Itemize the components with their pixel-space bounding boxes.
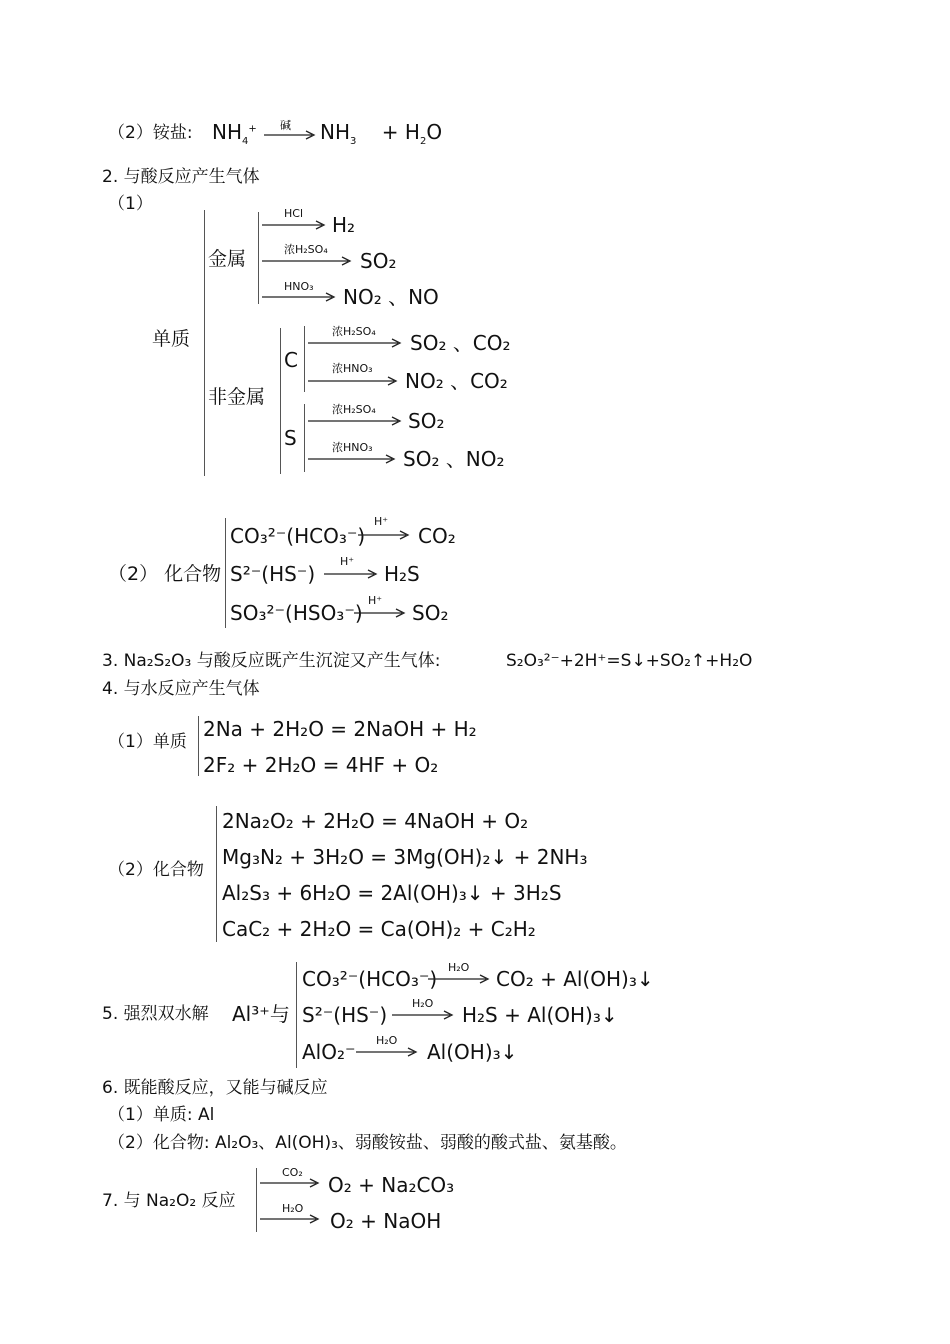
s4-elem-eq-2: 2F₂ + 2H₂O = 4HF + O₂ [203,753,439,777]
s-prod-1: SO₂ [408,409,445,433]
s4-elem-eq-1: 2Na + 2H₂O = 2NaOH + H₂ [203,717,477,741]
s5-cond-1: H₂O [448,961,470,974]
brace-s4-comp [216,806,217,942]
metal-prod-3: NO₂ 、NO [343,285,439,309]
brace-c [304,326,305,392]
compound-prod-2: H₂S [384,562,420,586]
compound-cond-2: H⁺ [340,555,355,568]
c-cond-1: 浓H₂SO₄ [332,325,376,338]
s7-cond-1: CO₂ [282,1166,303,1179]
label-feijinshu: 非金属 [208,386,266,408]
brace-single [204,210,205,476]
s-cond-1: 浓H₂SO₄ [332,403,376,416]
brace-metal [258,212,259,304]
arrow-icon [258,1176,324,1190]
compound-react-3: SO₃²⁻(HSO₃⁻) [230,601,363,625]
s6-line-1: （1）单质: Al [108,1105,215,1125]
s4-sub1: （1）单质 [108,732,187,752]
arrow-icon [262,118,320,146]
metal-cond-2: 浓H₂SO₄ [284,243,328,256]
brace-s5 [296,962,297,1068]
brace-nonmetal [280,328,281,474]
arrow-icon [260,290,340,304]
ammonium-label: （2）铵盐: [108,123,193,143]
brace-compound [225,518,226,628]
s-cond-2: 浓HNO₃ [332,441,373,454]
compound-prod-1: CO₂ [418,524,456,548]
s7-cond-2: H₂O [282,1202,304,1215]
brace-s7 [256,1168,257,1232]
compound-react-1: CO₃²⁻(HCO₃⁻) [230,524,366,548]
c-prod-2: NO₂ 、CO₂ [405,369,508,393]
arrow-icon [352,606,410,620]
ammonium-product: $NH_3$ + $H_2O$ [320,120,443,147]
s-prod-2: SO₂ 、NO₂ [403,447,505,471]
section-7-title: 7. 与 Na₂O₂ 反应 [102,1191,236,1211]
ammonium-cond: 碱 [280,119,291,132]
metal-cond-3: HNO₃ [284,280,314,293]
s5-react-3: AlO₂⁻ [302,1040,356,1064]
arrow-icon [306,374,402,388]
c-prod-1: SO₂ 、CO₂ [410,331,511,355]
s5-prod-3: Al(OH)₃↓ [427,1040,518,1064]
arrow-icon [260,218,330,232]
section-3-title: 3. Na₂S₂O₃ 与酸反应既产生沉淀又产生气体: [102,651,441,671]
compound-cond-1: H⁺ [374,515,389,528]
s4-comp-eq-1: 2Na₂O₂ + 2H₂O = 4NaOH + O₂ [222,809,529,833]
s5-react-2: S²⁻(HS⁻) [302,1003,388,1027]
s4-sub2: （2）化合物 [108,860,204,880]
section-3-equation: S₂O₃²⁻+2H⁺=S↓+SO₂↑+H₂O [506,651,753,671]
s5-prod-1: CO₂ + Al(OH)₃↓ [496,967,654,991]
brace-s4-elem [198,716,199,776]
label-jinshu: 金属 [208,248,247,270]
sub-1: （1） [108,194,153,214]
label-danzhi: 单质 [152,328,191,350]
section-6-title: 6. 既能酸反应，又能与碱反应 [102,1078,328,1098]
metal-prod-2: SO₂ [360,249,397,273]
s5-prod-2: H₂S + Al(OH)₃↓ [462,1003,618,1027]
arrow-icon [390,1008,458,1022]
s7-prod-2: O₂ + NaOH [330,1209,442,1233]
arrow-icon [306,336,406,350]
s4-comp-eq-4: CaC₂ + 2H₂O = Ca(OH)₂ + C₂H₂ [222,917,536,941]
s4-comp-eq-3: Al₂S₃ + 6H₂O = 2Al(OH)₃↓ + 3H₂S [222,881,562,905]
compound-prod-3: SO₂ [412,601,449,625]
compound-react-2: S²⁻(HS⁻) [230,562,316,586]
s5-lead: Al³⁺与 [232,1002,290,1026]
s7-prod-1: O₂ + Na₂CO₃ [328,1173,455,1197]
brace-s [304,404,305,472]
compound-cond-3: H⁺ [368,594,383,607]
arrow-icon [306,414,406,428]
metal-cond-1: HCl [284,207,304,220]
s5-cond-3: H₂O [376,1034,398,1047]
arrow-icon [260,254,356,268]
arrow-icon [322,567,382,581]
arrow-icon [306,452,400,466]
arrow-icon [356,528,414,542]
arrow-icon [354,1045,422,1059]
section-2-title: 2. 与酸反应产生气体 [102,167,260,187]
s4-comp-eq-2: Mg₃N₂ + 3H₂O = 3Mg(OH)₂↓ + 2NH₃ [222,845,588,869]
element-s: S [284,426,297,450]
s5-cond-2: H₂O [412,997,434,1010]
metal-prod-1: H₂ [332,213,356,237]
sub-2-compound: （2） 化合物 [108,563,222,585]
arrow-icon [426,972,494,986]
element-c: C [284,348,298,372]
s6-line-2: （2）化合物: Al₂O₃、Al(OH)₃、弱酸铵盐、弱酸的酸式盐、氨基酸。 [108,1133,627,1153]
arrow-icon [258,1212,324,1226]
section-4-title: 4. 与水反应产生气体 [102,679,260,699]
c-cond-2: 浓HNO₃ [332,362,373,375]
section-5-title: 5. 强烈双水解 [102,1004,209,1024]
ammonium-equation: $NH_4^+$ [212,120,257,147]
s5-react-1: CO₃²⁻(HCO₃⁻) [302,967,438,991]
